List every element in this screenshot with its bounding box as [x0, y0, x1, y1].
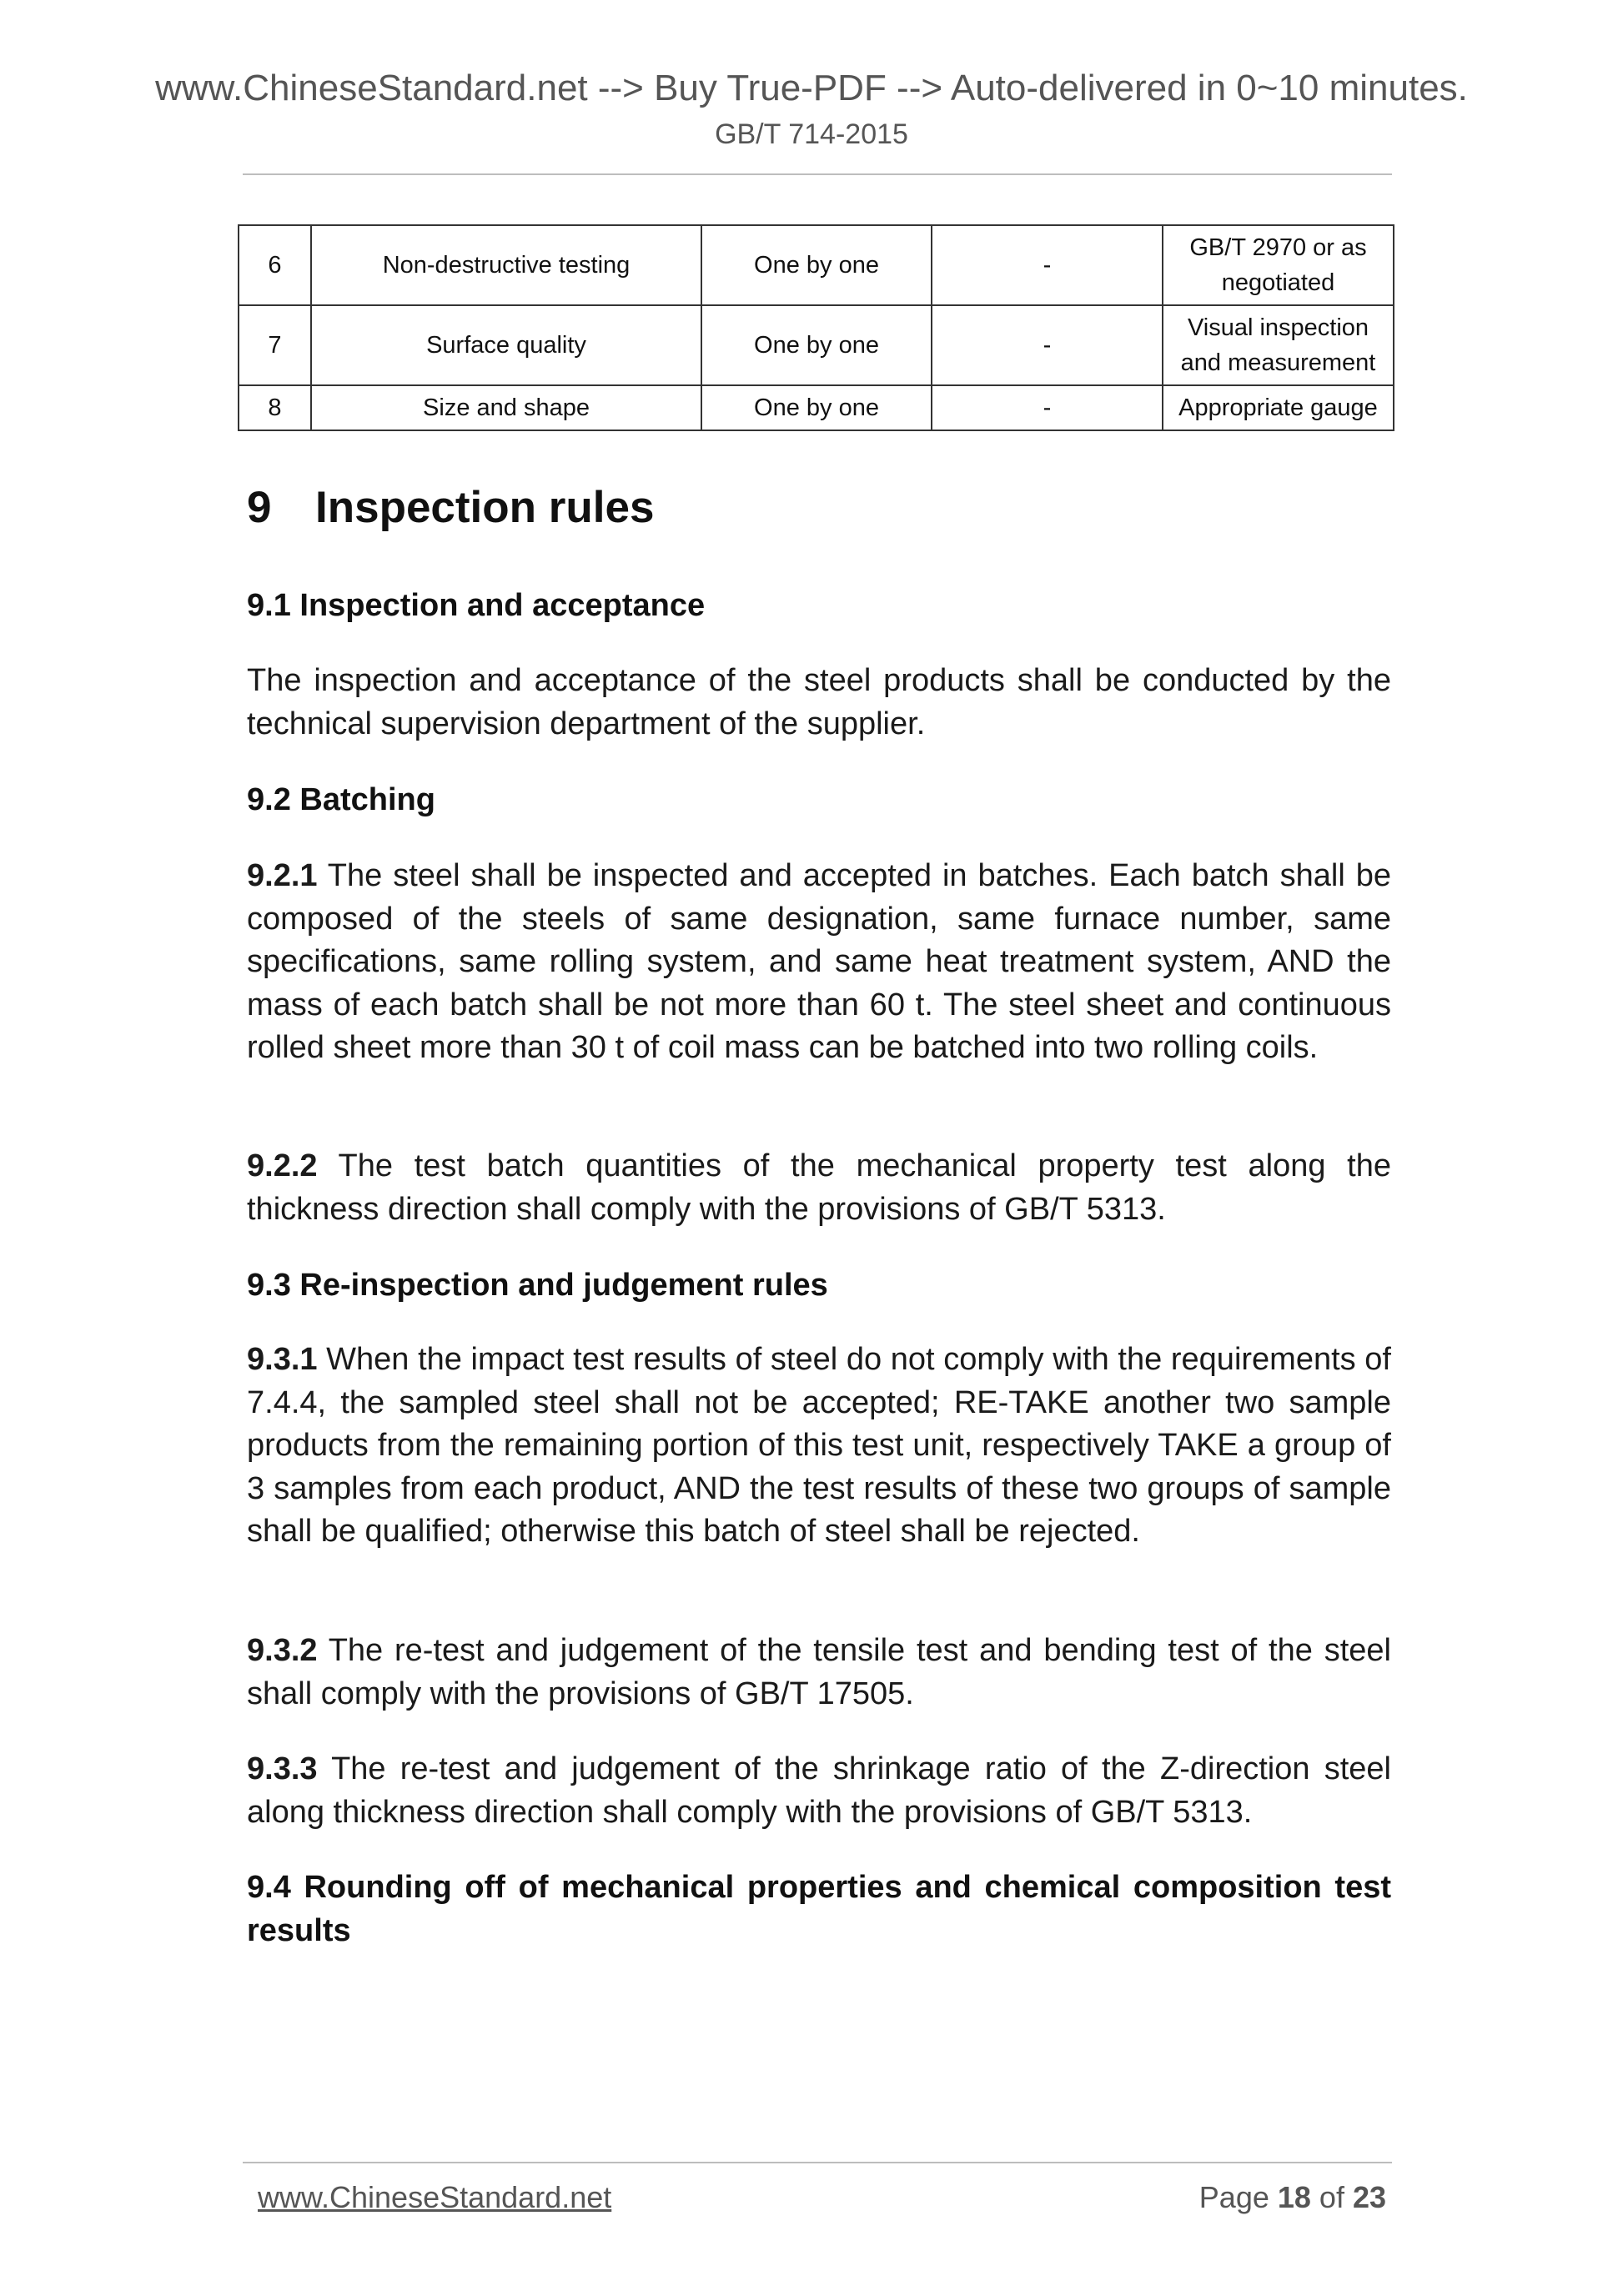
sampling-method: -	[932, 225, 1163, 305]
paragraph-9-3-1	[247, 1339, 1391, 1554]
table-row	[239, 225, 1394, 305]
sampling-quantity: One by one	[701, 305, 932, 385]
sampling-method: -	[932, 305, 1163, 385]
section-title: Inspection rules	[315, 483, 655, 532]
page-prefix: Page	[1198, 2180, 1278, 2214]
page-indicator	[1199, 2178, 1386, 2217]
footer-website-link[interactable]: www.ChineseStandard.net	[258, 2180, 612, 2214]
clause-text: The re-test and judgement of the shrinkage ratio of the Z-direction steel along thickness direction shall comply with the provisions of GB/T 5313.	[247, 1751, 1391, 1830]
paragraph-9-2-1	[247, 855, 1391, 1070]
inspection-items-table	[238, 224, 1394, 431]
sampling-quantity: One by one	[701, 385, 932, 430]
section-heading	[247, 479, 1391, 537]
clause-number: 9.3.3	[247, 1751, 318, 1786]
paragraph-9-1: The inspection and acceptance of the steel products shall be conducted by the technical supervision department of the supplier.	[247, 663, 1391, 741]
paragraph-9-3-3	[247, 1748, 1391, 1834]
paragraph-9-3-2	[247, 1630, 1391, 1716]
clause-number: 9.2.2	[247, 1148, 318, 1183]
total-pages: 23	[1352, 2180, 1386, 2214]
inspection-item: Size and shape	[311, 385, 701, 430]
clause-number: 9.3.1	[247, 1342, 318, 1377]
footer-divider	[243, 2162, 1392, 2163]
clause-text: The steel shall be inspected and accepted in batches. Each batch shall be composed of the steels of same designation, same furnace number, same specifications, same rolling system, and same heat treatment system, AND the mass of each batch shall be not more than 60 t. The steel sheet and continuous rolled sheet more than 30 t of coil mass can be batched into two rolling coils.	[247, 858, 1391, 1065]
table-row	[239, 385, 1394, 430]
site-banner: www.ChineseStandard.net --> Buy True-PDF --> Auto-delivered in 0~10 minutes.	[155, 68, 1468, 108]
row-number: 7	[239, 305, 311, 385]
inspection-item: Non-destructive testing	[311, 225, 701, 305]
test-method: GB/T 2970 or as negotiated	[1163, 225, 1394, 305]
page-of: of	[1310, 2180, 1353, 2214]
document-code: GB/T 714-2015	[715, 118, 908, 150]
inspection-item: Surface quality	[311, 305, 701, 385]
current-page: 18	[1277, 2180, 1311, 2214]
test-method: Visual inspection and measurement	[1163, 305, 1394, 385]
clause-text: When the impact test results of steel do not comply with the requirements of 7.4.4, the sampled steel shall not be accepted; RE-TAKE another two sample products from the remaining portion of this test unit, respectively TAKE a group of 3 samples from each product, AND the test results of these two groups of sample shall be qualified; otherwise this batch of steel shall be rejected.	[247, 1342, 1391, 1549]
paragraph-9-2-2	[247, 1145, 1391, 1231]
clause-text: The test batch quantities of the mechanical property test along the thickness direction shall comply with the provisions of GB/T 5313.	[247, 1148, 1391, 1227]
sampling-method: -	[932, 385, 1163, 430]
row-number: 8	[239, 385, 311, 430]
clause-number: 9.2.1	[247, 858, 318, 893]
section-number: 9	[247, 483, 272, 532]
heading-9-1: 9.1 Inspection and acceptance	[247, 588, 706, 623]
test-method: Appropriate gauge	[1163, 385, 1394, 430]
heading-9-2: 9.2 Batching	[247, 782, 435, 817]
clause-text: The re-test and judgement of the tensile test and bending test of the steel shall comply with the provisions of GB/T 17505.	[247, 1633, 1391, 1711]
header-divider	[243, 173, 1392, 175]
clause-number: 9.3.2	[247, 1633, 318, 1668]
heading-9-4: 9.4 Rounding off of mechanical properties and chemical composition test results	[247, 1870, 1391, 1948]
row-number: 6	[239, 225, 311, 305]
heading-9-3: 9.3 Re-inspection and judgement rules	[247, 1268, 828, 1303]
table-row	[239, 305, 1394, 385]
sampling-quantity: One by one	[701, 225, 932, 305]
